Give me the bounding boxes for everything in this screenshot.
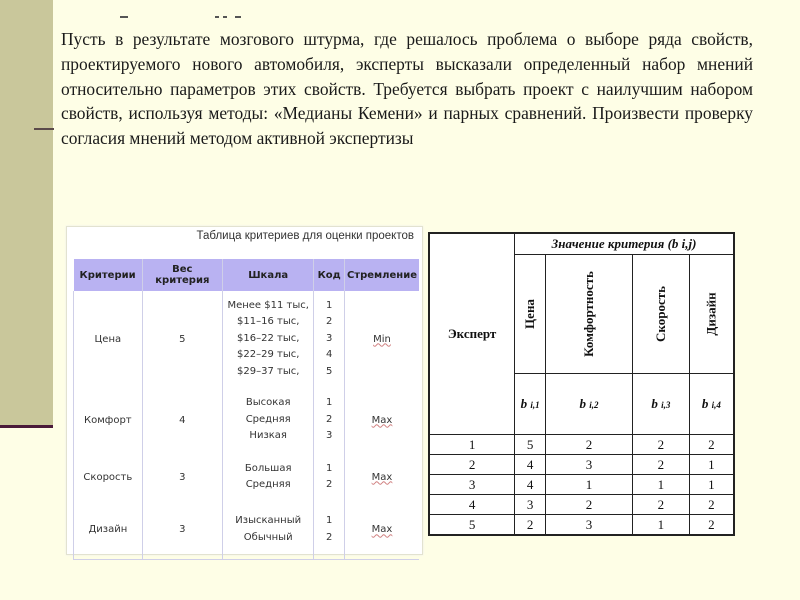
code-item: 5 xyxy=(326,365,333,377)
scale-item: Средняя xyxy=(245,413,291,425)
code-item: 1 xyxy=(326,299,333,311)
header-criteria: Критерии xyxy=(74,259,143,291)
scale-item: Обычный xyxy=(243,531,293,543)
scale-item: $22–29 тыс, xyxy=(237,349,300,361)
criteria-row xyxy=(74,387,420,453)
code-symbol: b xyxy=(579,396,586,411)
scale-item: $11–16 тыс, xyxy=(237,316,300,328)
expert-value: 4 xyxy=(515,475,546,495)
sidebar-decoration xyxy=(0,0,53,426)
clipped-title xyxy=(120,10,320,18)
code-symbol: b xyxy=(701,396,709,411)
code-item: 1 xyxy=(326,397,333,409)
code-item: 2 xyxy=(326,413,333,425)
criterion-scale xyxy=(222,501,313,559)
expert-row xyxy=(429,495,734,515)
criterion-code-header xyxy=(546,374,633,435)
scale-item: Изысканный xyxy=(235,515,302,527)
criterion-column-label: Дизайн xyxy=(703,292,719,336)
criterion-scale xyxy=(222,387,313,453)
header-weight: Вес критерия xyxy=(142,259,222,291)
expert-value: 2 xyxy=(632,435,689,455)
criterion-code-header xyxy=(689,374,734,435)
header-expert: Эксперт xyxy=(429,233,515,435)
expert-value: 2 xyxy=(632,455,689,475)
expert-value: 5 xyxy=(515,435,546,455)
scale-item: Высокая xyxy=(245,397,291,409)
expert-number: 5 xyxy=(429,515,515,536)
criterion-column-header xyxy=(632,255,689,374)
criterion-code-header xyxy=(632,374,689,435)
code-item: 2 xyxy=(326,479,333,490)
criterion-goal: Max xyxy=(344,387,419,453)
code-index: i,3 xyxy=(661,400,671,410)
expert-value: 1 xyxy=(632,515,689,536)
expert-row xyxy=(429,515,734,536)
criterion-scale xyxy=(222,291,313,387)
criterion-column-header xyxy=(515,255,546,374)
expert-value: 1 xyxy=(689,455,734,475)
expert-table xyxy=(428,232,735,536)
criterion-column-label: Скорость xyxy=(652,286,668,342)
scale-item: Менее $11 тыс, xyxy=(227,299,309,311)
expert-value: 1 xyxy=(689,475,734,495)
criterion-codes xyxy=(314,387,345,453)
header-criterion-value: Значение критерия (b i,j) xyxy=(515,233,734,255)
criterion-column-header xyxy=(689,255,734,374)
expert-number: 3 xyxy=(429,475,515,495)
criterion-name: Дизайн xyxy=(74,501,143,559)
expert-value: 4 xyxy=(515,455,546,475)
code-item: 1 xyxy=(326,515,333,527)
scale-item: Средняя xyxy=(245,479,291,490)
sidebar-divider xyxy=(0,425,53,428)
expert-number: 4 xyxy=(429,495,515,515)
criterion-weight: 3 xyxy=(142,501,222,559)
expert-number: 1 xyxy=(429,435,515,455)
expert-value: 2 xyxy=(546,435,633,455)
code-item: 1 xyxy=(326,462,333,474)
expert-row xyxy=(429,455,734,475)
criterion-name: Скорость xyxy=(74,453,143,501)
criteria-table-caption: Таблица критериев для оценки проектов xyxy=(196,230,414,242)
criterion-goal: Max xyxy=(344,501,419,559)
criterion-codes xyxy=(314,501,345,559)
expert-value: 2 xyxy=(689,435,734,455)
criterion-column-label: Цена xyxy=(522,299,538,329)
scale-item: Большая xyxy=(244,462,292,474)
expert-row xyxy=(429,435,734,455)
expert-value: 2 xyxy=(689,495,734,515)
criteria-row xyxy=(74,453,420,501)
criterion-goal: Max xyxy=(344,453,419,501)
header-goal: Стремление xyxy=(344,259,419,291)
expert-value: 1 xyxy=(632,475,689,495)
code-index: i,1 xyxy=(530,400,540,410)
code-index: i,4 xyxy=(711,400,721,410)
criteria-table-image xyxy=(66,226,423,555)
header-code: Код xyxy=(314,259,345,291)
expert-value: 1 xyxy=(546,475,633,495)
expert-value: 2 xyxy=(632,495,689,515)
criterion-code-header xyxy=(515,374,546,435)
criterion-name: Комфорт xyxy=(74,387,143,453)
code-item: 2 xyxy=(326,531,333,543)
criteria-table xyxy=(73,259,419,560)
criterion-weight: 3 xyxy=(142,453,222,501)
criteria-row xyxy=(74,501,420,559)
criterion-column-header xyxy=(546,255,633,374)
expert-value: 3 xyxy=(546,455,633,475)
criteria-header-row xyxy=(74,259,420,291)
expert-value: 2 xyxy=(689,515,734,536)
criteria-row xyxy=(74,291,420,387)
code-symbol: b xyxy=(651,396,658,411)
criterion-scale xyxy=(222,453,313,501)
criterion-weight: 4 xyxy=(142,387,222,453)
bullet-tick xyxy=(34,128,54,130)
expert-value: 2 xyxy=(546,495,633,515)
expert-value: 2 xyxy=(515,515,546,536)
expert-value: 3 xyxy=(546,515,633,536)
criterion-codes xyxy=(314,291,345,387)
scale-item: $29–37 тыс, xyxy=(237,365,300,377)
code-item: 2 xyxy=(326,316,333,328)
criterion-column-label: Комфортность xyxy=(580,271,596,357)
expert-number: 2 xyxy=(429,455,515,475)
task-paragraph: Пусть в результате мозгового штурма, где решалось проблема о выборе ряда свойств, проектируемого нового автомобиля, эксперты высказали определенный набор мнений относительно параметров этих свойств. Требуется выбрать проект с наилучшим набором свойств, используя методы: «Медианы Кемени» и парных сравнений. Произвести проверку согласия мнений методом активной экспертизы xyxy=(61,29,753,149)
code-symbol: b xyxy=(520,396,528,411)
code-index: i,2 xyxy=(589,400,599,410)
criterion-goal: Min xyxy=(344,291,419,387)
code-item: 4 xyxy=(326,349,333,361)
criterion-weight: 5 xyxy=(142,291,222,387)
scale-item: Низкая xyxy=(249,430,287,442)
code-item: 3 xyxy=(326,332,333,344)
criterion-name: Цена xyxy=(74,291,143,387)
header-scale: Шкала xyxy=(222,259,313,291)
expert-row xyxy=(429,475,734,495)
criterion-codes xyxy=(314,453,345,501)
code-item: 3 xyxy=(326,430,333,442)
expert-value: 3 xyxy=(515,495,546,515)
scale-item: $16–22 тыс, xyxy=(237,332,300,344)
